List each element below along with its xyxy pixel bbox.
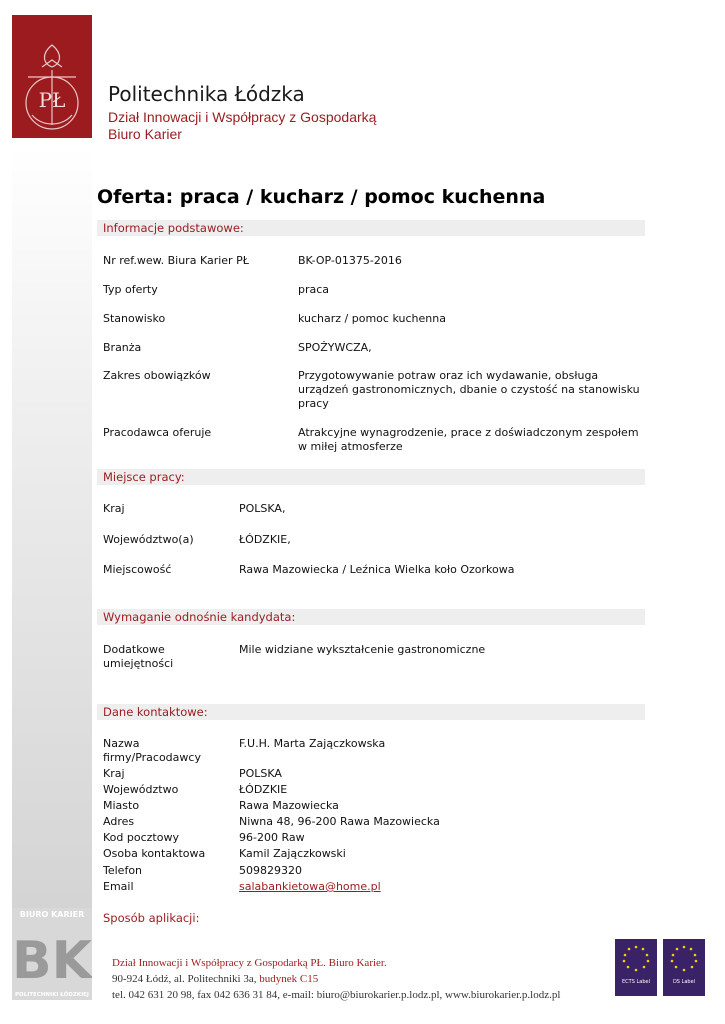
footer-address-street: 90-924 Łódź, al. Politechniki 3a, [112,973,260,985]
logo-letters: PŁ [38,88,66,112]
row-label: Pracodawca oferuje [103,426,212,439]
row-value: Niwna 48, 96-200 Rawa Mazowiecka [239,815,440,828]
biuro-karier-logo [12,908,92,1000]
row-label: Kraj [103,767,125,780]
ds-label-badge [663,939,705,996]
row-value: praca [298,283,330,296]
row-value: 96-200 Raw [239,831,305,844]
row-value: POLSKA [239,767,282,780]
row-value: 509829320 [239,864,302,877]
eu-stars-icon [663,939,705,979]
section-application-heading: Sposób aplikacji: [97,910,645,926]
section-basic-heading: Informacje podstawowe: [97,220,645,236]
row-label: Województwo [103,783,179,796]
row-label: Kod pocztowy [103,831,179,844]
badge-caption: ECTS Label [622,979,650,985]
page-title: Oferta: praca / kucharz / pomoc kuchenna [97,186,546,208]
row-value: Przygotowywanie potraw oraz ich wydawanie, obsługa urządzeń gastronomicznych, dbanie o czystość na stanowisku pracy [298,369,640,410]
row-label: Nr ref.wew. Biura Karier PŁ [103,254,249,267]
footer-building: budynek C15 [259,973,319,985]
footer-line2 [112,971,560,987]
department-name: Dział Innowacji i Współpracy z Gospodarką [108,109,377,125]
row-value: SPOŻYWCZA, [298,341,372,354]
row-value: BK-OP-01375-2016 [298,254,402,267]
row-value: Atrakcyjne wynagrodzenie, prace z doświadczonym zespołem w miłej atmosferze [298,426,639,453]
row-label: Branża [103,341,142,354]
bk-logo-bottom-text: POLITECHNIKI ŁÓDZKIEJ [15,992,89,998]
header [108,82,376,143]
footer-line3: tel. 042 631 20 98, fax 042 636 31 84, e-mail: biuro@biurokarier.p.lodz.pl, www.biurokarier.p.lodz.pl [112,989,561,1001]
office-name: Biuro Karier [108,126,182,142]
row-label: Typ oferty [103,283,158,296]
row-label: Kraj [103,502,125,515]
row-label: Nazwa firmy/Pracodawcy [103,737,201,764]
row-label: Telefon [103,864,143,877]
row-value: POLSKA, [239,502,286,515]
footer-line1: Dział Innowacji i Współpracy z Gospodarką PŁ. Biuro Karier. [112,957,387,969]
ects-label-badge [615,939,657,996]
section-requirements-heading: Wymaganie odnośnie kandydata: [97,609,645,625]
footer-address [112,955,560,1003]
row-value: Rawa Mazowiecka [239,799,339,812]
row-value: Rawa Mazowiecka / Leźnica Wielka koło Ozorkowa [239,563,515,576]
row-label: Email [103,880,134,893]
eu-stars-icon [615,939,657,979]
row-value: F.U.H. Marta Zajączkowska [239,737,386,750]
university-name: Politechnika Łódzka [108,82,305,106]
row-label: Miasto [103,799,140,812]
row-label: Województwo(a) [103,533,194,546]
sidebar-gradient-strip [12,145,92,925]
row-value: Mile widziane wykształcenie gastronomiczne [239,643,486,656]
row-label: Osoba kontaktowa [103,847,206,860]
bk-logo-top-text: BIURO KARIER [19,910,85,919]
row-label: Stanowisko [103,312,166,325]
bk-logo-letters: BK [12,931,92,991]
row-label: Zakres obowiązków [103,369,211,382]
row-label: Dodatkowe umiejętności [103,643,174,670]
badge-caption: DS Label [672,979,696,985]
section-contact-heading: Dane kontaktowe: [97,704,645,720]
row-value: ŁÓDZKIE, [239,533,291,546]
row-label: Miejscowość [103,563,172,576]
row-label: Adres [103,815,135,828]
section-location-heading: Miejsce pracy: [97,469,645,485]
row-value: kucharz / pomoc kuchenna [298,312,446,325]
row-value: Kamil Zajączkowski [239,847,346,860]
row-value: ŁÓDZKIE [239,783,288,796]
contact-email-link[interactable]: salabankietowa@home.pl [239,880,381,893]
university-logo [12,15,92,138]
